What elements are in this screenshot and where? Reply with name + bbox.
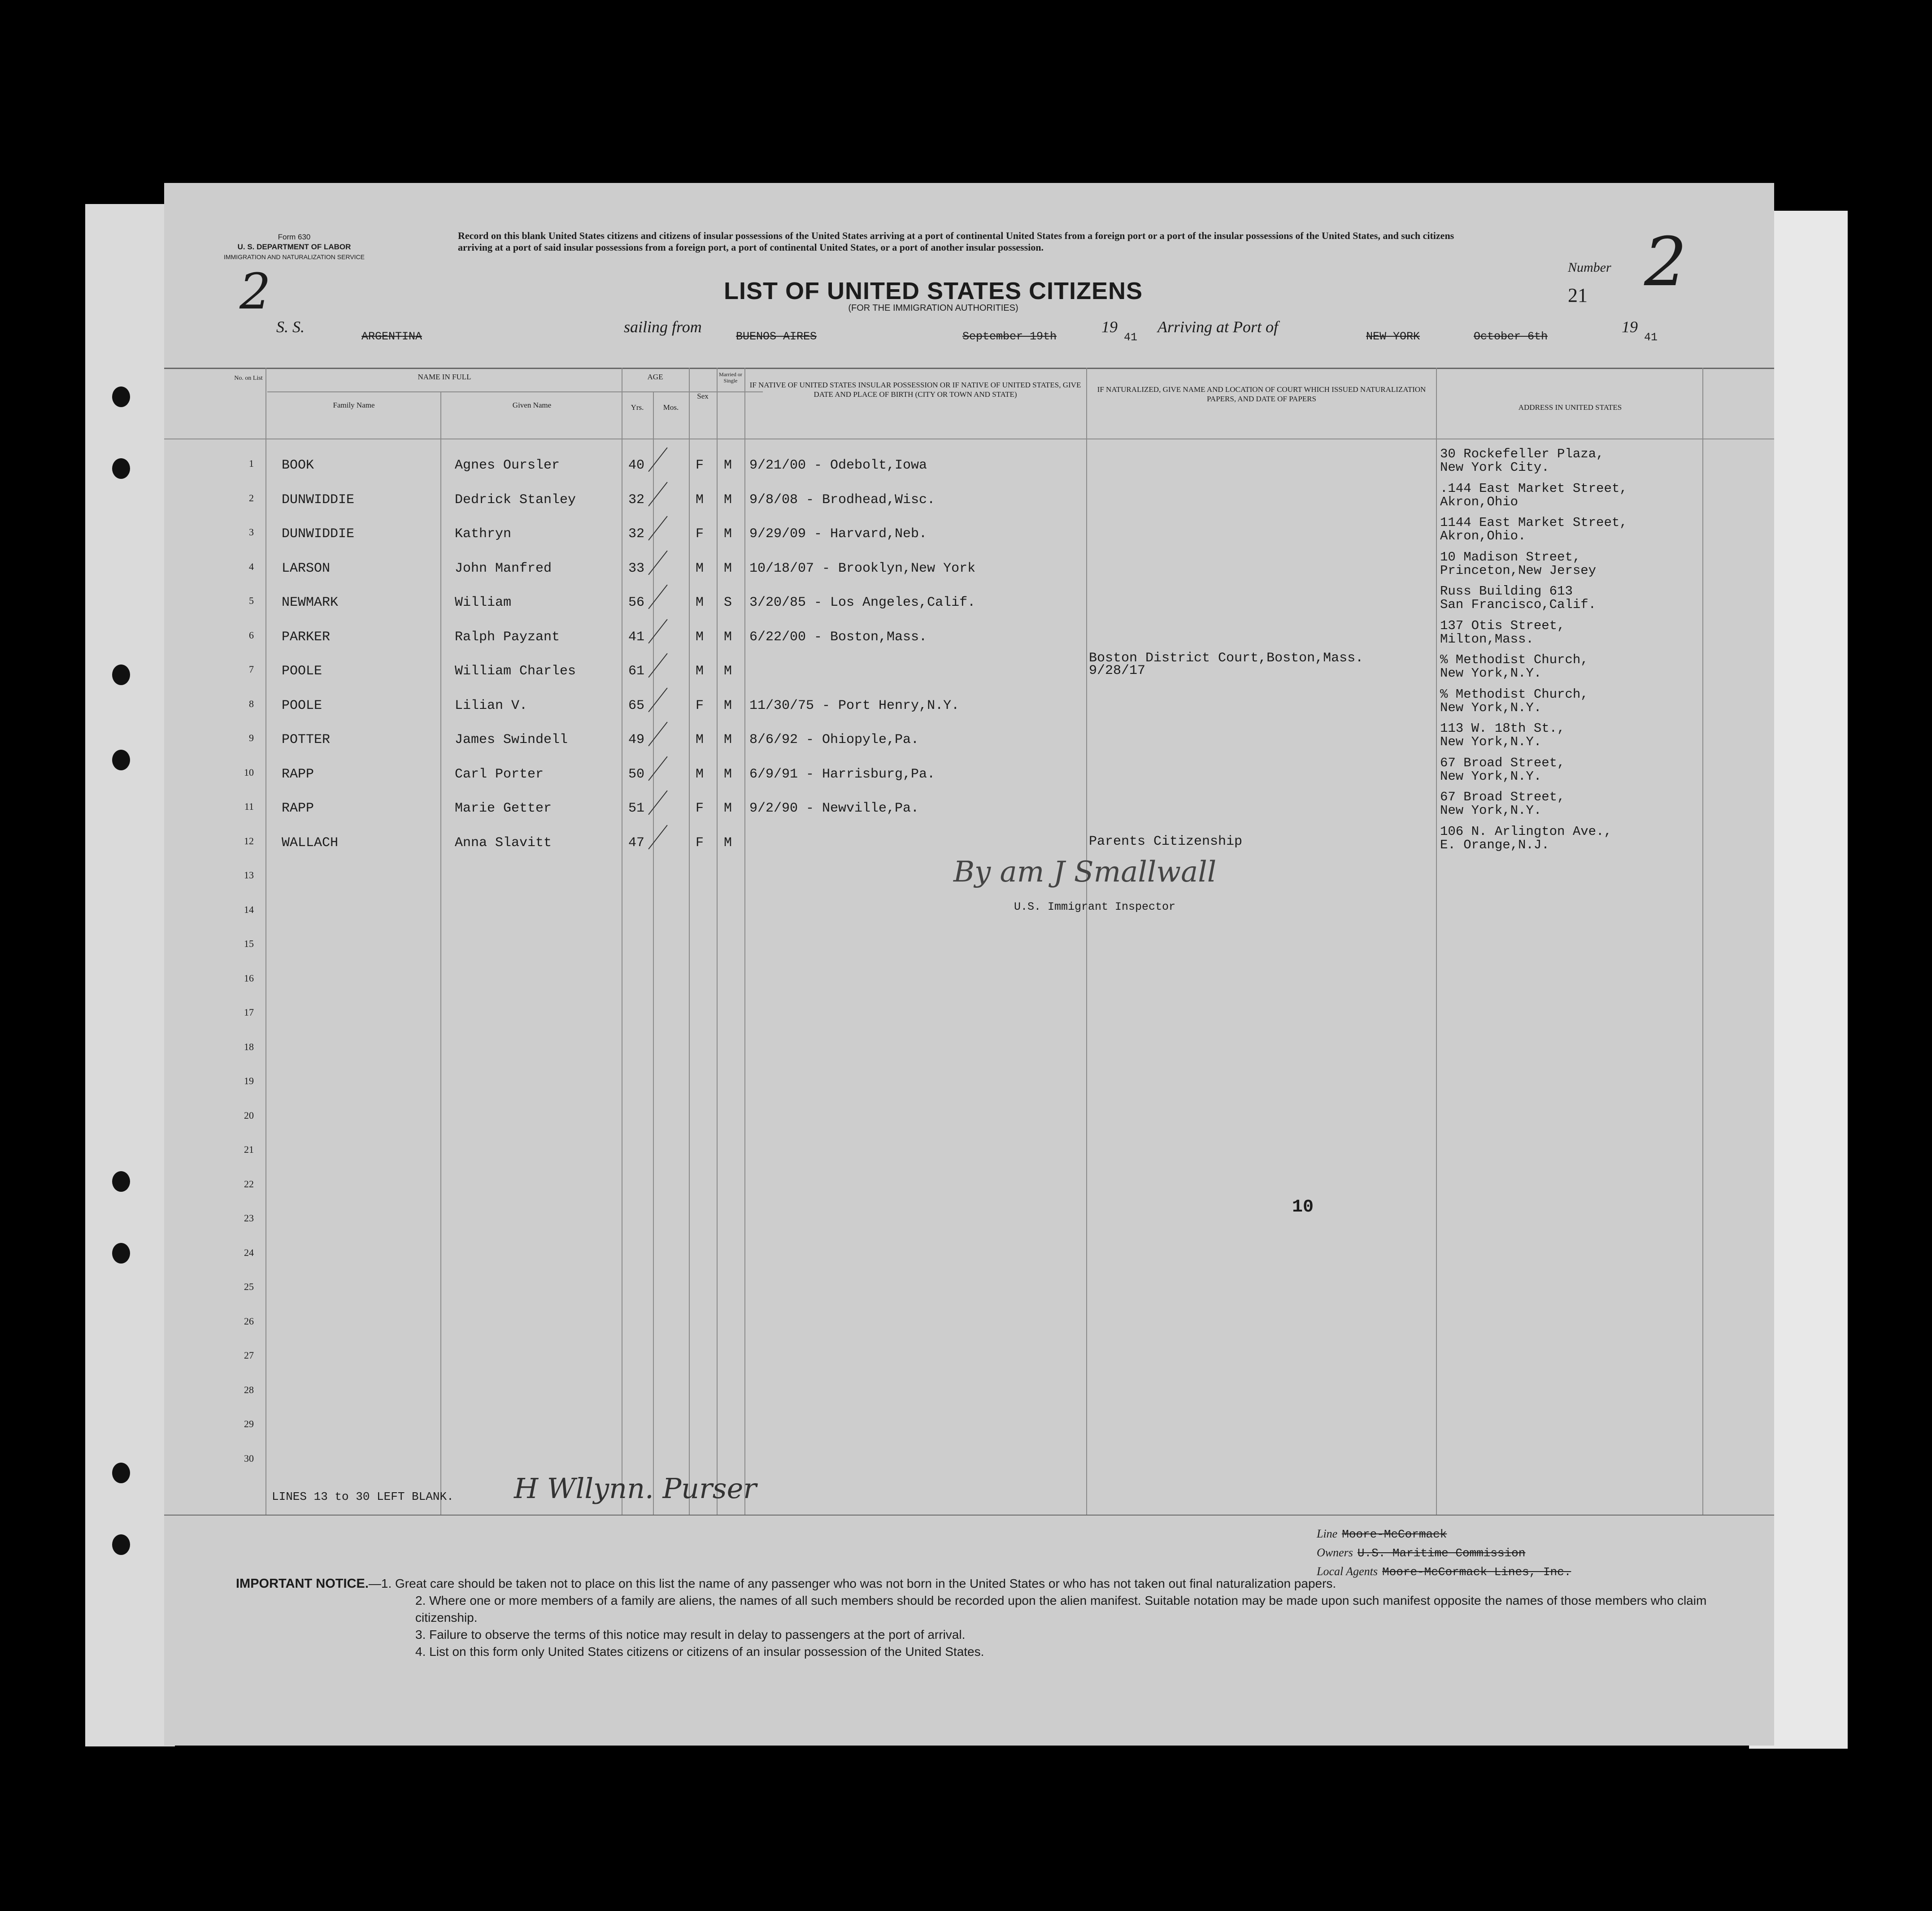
blank-table-row <box>164 1102 1774 1136</box>
table-bottom-border <box>164 1515 1774 1516</box>
age-years: 41 <box>628 629 645 645</box>
address-line-2: New York,N.Y. <box>1440 769 1542 784</box>
address <box>1440 688 1588 715</box>
blank-table-row <box>164 1239 1774 1273</box>
row-number: 13 <box>244 869 254 881</box>
address <box>1440 653 1588 680</box>
address-line-1: 67 Broad Street, <box>1440 790 1565 804</box>
row-number: 29 <box>244 1418 254 1429</box>
punch-hole <box>112 665 130 685</box>
address <box>1440 447 1604 474</box>
given-name: Anna Slavitt <box>455 835 552 851</box>
blank-table-row <box>164 964 1774 999</box>
marital-status: M <box>724 629 732 645</box>
year-prefix-to: 19 <box>1622 318 1638 336</box>
given-name: Ralph Payzant <box>455 629 560 645</box>
sex: M <box>696 595 704 610</box>
sex: M <box>696 766 704 782</box>
given-name: James Swindell <box>455 732 568 747</box>
punch-hole <box>112 1534 130 1555</box>
given-name: Marie Getter <box>455 801 552 816</box>
important-notice <box>236 1575 1716 1660</box>
marital-status: M <box>724 835 732 851</box>
address-line-2: E. Orange,N.J. <box>1440 837 1549 852</box>
list-number: 2 <box>1644 223 1687 301</box>
sex: F <box>696 458 704 473</box>
address-line-2: Milton,Mass. <box>1440 631 1534 647</box>
row-number: 16 <box>244 972 254 984</box>
family-name: BOOK <box>282 458 314 473</box>
address <box>1440 585 1596 612</box>
age-years: 32 <box>628 492 645 508</box>
header-mos: Mos. <box>663 403 679 412</box>
blank-table-row <box>164 1033 1774 1067</box>
row-number: 17 <box>244 1007 254 1018</box>
age-years: 51 <box>628 801 645 816</box>
check-mark <box>648 687 667 712</box>
marital-status: M <box>724 766 732 782</box>
year-prefix-from: 19 <box>1101 318 1118 336</box>
check-mark <box>648 482 667 506</box>
notice-3: 3. Failure to observe the terms of this notice may result in delay to passengers at the port of arrival. <box>415 1628 966 1642</box>
header-birth: IF NATIVE OF UNITED STATES INSULAR POSSESSION OR IF NATIVE OF UNITED STATES, GIVE DATE AND PLACE OF BIRTH (CITY OR TOWN AND STATE) <box>749 381 1081 399</box>
corner-mark: 2 <box>239 263 271 320</box>
birth-info: 6/9/91 - Harrisburg,Pa. <box>749 766 936 782</box>
family-name: DUNWIDDIE <box>282 526 355 542</box>
header-name-in-full: NAME IN FULL <box>418 373 471 381</box>
notice-4: 4. List on this form only United States citizens or citizens of an insular possession of the United States. <box>415 1645 984 1659</box>
family-name: NEWMARK <box>282 595 339 610</box>
check-mark <box>648 790 667 815</box>
naturalization-info: Parents Citizenship <box>1089 834 1243 849</box>
notice-title: IMPORTANT NOTICE. <box>236 1577 369 1591</box>
departure-year: 41 <box>1124 331 1138 344</box>
birth-info: 9/21/00 - Odebolt,Iowa <box>749 458 927 473</box>
address-line-2: New York City. <box>1440 460 1549 475</box>
blank-table-row <box>164 1136 1774 1170</box>
address-line-1: 30 Rockefeller Plaza, <box>1440 447 1604 461</box>
sex: M <box>696 664 704 679</box>
margin-number: 10 <box>1292 1197 1314 1217</box>
check-mark <box>648 516 667 541</box>
address <box>1440 551 1596 578</box>
sex: F <box>696 526 704 542</box>
birth-info: 11/30/75 - Port Henry,N.Y. <box>749 698 960 713</box>
address-line-1: % Methodist Church, <box>1440 686 1588 702</box>
row-number: 11 <box>244 801 254 812</box>
header-naturalization: IF NATURALIZED, GIVE NAME AND LOCATION OF COURT WHICH ISSUED NATURALIZATION PAPERS, AND DATE OF PAPERS <box>1097 385 1426 403</box>
purser-signature: H Wllynn. Purser <box>514 1472 757 1505</box>
blank-table-row <box>164 1376 1774 1410</box>
arrival-year: 41 <box>1644 331 1658 344</box>
header-age: AGE <box>647 373 663 381</box>
punch-hole <box>112 1463 130 1483</box>
row-number: 18 <box>244 1041 254 1052</box>
birth-info: 3/20/85 - Los Angeles,Calif. <box>749 595 976 610</box>
row-number: 14 <box>244 903 254 915</box>
address <box>1440 722 1565 749</box>
marital-status: M <box>724 664 732 679</box>
header-yrs: Yrs. <box>631 403 644 412</box>
row-number: 5 <box>249 595 254 606</box>
check-mark <box>648 619 667 643</box>
form-instructions: Record on this blank United States citizens and citizens of insular possessions of the United States arriving at a port of continental United States from a foreign port or a port of the insular possessions of the United States, and such citizens arriving at a port of said insular possessions from a foreign port, a port of continental United States, or a port of another insular possession. <box>458 230 1454 253</box>
under-sheet-left <box>85 204 175 1746</box>
address <box>1440 619 1565 646</box>
row-number: 19 <box>244 1075 254 1086</box>
departure-port: BUENOS AIRES <box>736 330 817 343</box>
row-number: 26 <box>244 1315 254 1327</box>
row-number: 15 <box>244 938 254 949</box>
family-name: POOLE <box>282 664 322 679</box>
blank-table-row <box>164 1307 1774 1342</box>
marital-status: M <box>724 560 732 576</box>
address <box>1440 825 1612 852</box>
ship-name: ARGENTINA <box>361 330 422 343</box>
table-row <box>164 790 1774 827</box>
row-number: 3 <box>249 526 254 538</box>
given-name: Dedrick Stanley <box>455 492 576 508</box>
marital-status: M <box>724 458 732 473</box>
age-years: 61 <box>628 664 645 679</box>
arrival-port: NEW YORK <box>1366 330 1420 343</box>
line-value: Moore-McCormack <box>1342 1528 1447 1541</box>
age-years: 33 <box>628 560 645 576</box>
inspector-title: U.S. Immigrant Inspector <box>1014 900 1176 913</box>
family-name: PARKER <box>282 629 331 645</box>
birth-info: 6/22/00 - Boston,Mass. <box>749 629 927 645</box>
check-mark <box>648 585 667 609</box>
marital-status: S <box>724 595 732 610</box>
birth-info: 8/6/92 - Ohiopyle,Pa. <box>749 732 919 747</box>
table-row <box>164 721 1774 758</box>
blank-table-row <box>164 1342 1774 1376</box>
blank-table-row <box>164 896 1774 930</box>
table-row <box>164 447 1774 484</box>
form-number: Form 630 <box>278 233 311 241</box>
sex: F <box>696 835 704 851</box>
address-line-2: New York,N.Y. <box>1440 666 1542 681</box>
address <box>1440 482 1627 509</box>
row-number: 10 <box>244 766 254 778</box>
header-married-single: Married or Single <box>719 371 742 384</box>
sex: F <box>696 698 704 713</box>
age-years: 65 <box>628 698 645 713</box>
family-name: DUNWIDDIE <box>282 492 355 508</box>
blank-table-row <box>164 1273 1774 1307</box>
header-address: ADDRESS IN UNITED STATES <box>1518 403 1622 412</box>
check-mark <box>648 550 667 575</box>
address-line-1: 10 Madison Street, <box>1440 549 1581 565</box>
agents-value: Moore-McCormack Lines, Inc. <box>1382 1565 1571 1579</box>
punch-hole <box>112 387 130 407</box>
blank-table-row <box>164 1170 1774 1204</box>
check-mark <box>648 447 667 472</box>
agents-label: Local Agents <box>1317 1565 1378 1578</box>
age-years: 47 <box>628 835 645 851</box>
blank-table-row <box>164 930 1774 964</box>
service-name: IMMIGRATION AND NATURALIZATION SERVICE <box>224 253 365 261</box>
check-mark <box>648 756 667 781</box>
address-line-2: San Francisco,Calif. <box>1440 597 1597 612</box>
marital-status: M <box>724 526 732 542</box>
sailing-label: sailing from <box>624 318 702 336</box>
table-top-border <box>164 368 1774 369</box>
row-number: 2 <box>249 492 254 504</box>
table-row <box>164 515 1774 552</box>
marital-status: M <box>724 698 732 713</box>
row-number: 21 <box>244 1144 254 1155</box>
document-subtitle: (FOR THE IMMIGRATION AUTHORITIES) <box>848 303 1018 313</box>
age-years: 56 <box>628 595 645 610</box>
blank-table-row <box>164 1067 1774 1101</box>
address-line-1: 106 N. Arlington Ave., <box>1440 824 1612 839</box>
owners-field <box>1317 1546 1525 1560</box>
row-number: 30 <box>244 1452 254 1464</box>
department-name: U. S. DEPARTMENT OF LABOR <box>237 243 351 251</box>
row-number: 28 <box>244 1384 254 1395</box>
punch-hole <box>112 750 130 770</box>
given-name: William <box>455 595 512 610</box>
row-number: 24 <box>244 1246 254 1258</box>
row-number: 20 <box>244 1109 254 1121</box>
notice-2: 2. Where one or more members of a family are aliens, the names of all such members should be recorded upon the alien manifest. Suitable notation may be made upon such manifest opposite the names of those members who claim citizenship. <box>415 1594 1707 1624</box>
header-family-name: Family Name <box>333 401 375 409</box>
family-name: POOLE <box>282 698 322 713</box>
header-sex: Sex <box>697 392 709 400</box>
manifest-sheet <box>164 183 1774 1746</box>
row-number: 1 <box>249 458 254 469</box>
check-mark <box>648 722 667 747</box>
inspector-signature: By am J Smallwall <box>953 856 1217 889</box>
form-identifier <box>209 232 379 262</box>
address-line-1: .144 East Market Street, <box>1440 481 1627 496</box>
row-number: 4 <box>249 560 254 572</box>
ss-label: S. S. <box>276 318 305 336</box>
address-line-2: New York,N.Y. <box>1440 803 1542 818</box>
table-row <box>164 651 1774 690</box>
family-name: WALLACH <box>282 835 339 851</box>
marital-status: M <box>724 801 732 816</box>
blank-lines-note: LINES 13 to 30 LEFT BLANK. <box>272 1490 454 1503</box>
arriving-label: Arriving at Port of <box>1157 318 1278 336</box>
owners-value: U.S. Maritime Commission <box>1357 1546 1526 1560</box>
family-name: RAPP <box>282 801 314 816</box>
birth-info: 10/18/07 - Brooklyn,New York <box>749 560 976 576</box>
notice-1-text: —1. Great care should be taken not to place on this list the name of any passenger who was not born in the United States or who has not taken out final naturalization papers. <box>368 1577 1336 1590</box>
table-row <box>164 618 1774 656</box>
check-mark <box>648 825 667 849</box>
arrival-date: October 6th <box>1474 330 1548 343</box>
row-number: 25 <box>244 1281 254 1292</box>
age-years: 50 <box>628 766 645 782</box>
sex: M <box>696 732 704 747</box>
sex: F <box>696 801 704 816</box>
blank-table-row <box>164 1204 1774 1238</box>
address-line-1: % Methodist Church, <box>1440 652 1588 667</box>
page-number: 21 <box>1568 284 1588 306</box>
marital-status: M <box>724 732 732 747</box>
table-row <box>164 549 1774 587</box>
table-row <box>164 481 1774 518</box>
sex: M <box>696 629 704 645</box>
given-name: Kathryn <box>455 526 512 542</box>
address-line-1: 137 Otis Street, <box>1440 618 1565 633</box>
address-line-1: 113 W. 18th St., <box>1440 721 1565 736</box>
family-name: LARSON <box>282 560 331 576</box>
row-number: 7 <box>249 664 254 675</box>
header-no: No. on List <box>234 375 263 382</box>
address-line-2: Akron,Ohio <box>1440 494 1519 509</box>
row-number: 9 <box>249 732 254 743</box>
owners-label: Owners <box>1317 1546 1353 1559</box>
row-number: 6 <box>249 629 254 641</box>
age-years: 32 <box>628 526 645 542</box>
sex: M <box>696 492 704 508</box>
address <box>1440 790 1565 817</box>
table-row <box>164 584 1774 621</box>
address-line-2: Akron,Ohio. <box>1440 529 1526 543</box>
line-label: Line <box>1317 1527 1338 1540</box>
blank-table-row <box>164 999 1774 1033</box>
row-number: 22 <box>244 1178 254 1190</box>
given-name: John Manfred <box>455 560 552 576</box>
document-title: LIST OF UNITED STATES CITIZENS <box>724 278 1143 304</box>
naturalization-info: Boston District Court,Boston,Mass. 9/28/17 <box>1089 651 1364 678</box>
address-line-1: 67 Broad Street, <box>1440 755 1565 770</box>
address-line-2: New York,N.Y. <box>1440 700 1542 715</box>
blank-table-row <box>164 1410 1774 1444</box>
address-line-2: Princeton,New Jersey <box>1440 563 1597 578</box>
punch-hole <box>112 458 130 479</box>
family-name: POTTER <box>282 732 331 747</box>
check-mark <box>648 653 667 678</box>
table-row <box>164 686 1774 724</box>
address-line-1: Russ Building 613 <box>1440 584 1573 599</box>
line-field <box>1317 1527 1447 1541</box>
departure-date: September 19th <box>962 330 1057 343</box>
address <box>1440 516 1627 543</box>
address-line-2: New York,N.Y. <box>1440 734 1542 749</box>
birth-info: 9/29/09 - Harvard,Neb. <box>749 526 927 542</box>
given-name: Agnes Oursler <box>455 458 560 473</box>
address <box>1440 756 1565 783</box>
row-number: 8 <box>249 698 254 709</box>
address-line-1: 1144 East Market Street, <box>1440 515 1627 530</box>
age-years: 49 <box>628 732 645 747</box>
row-number: 27 <box>244 1350 254 1361</box>
birth-info: 9/8/08 - Brodhead,Wisc. <box>749 492 936 508</box>
birth-info: 9/2/90 - Newville,Pa. <box>749 801 919 816</box>
header-given-name: Given Name <box>512 401 552 409</box>
punch-hole <box>112 1171 130 1192</box>
punch-hole <box>112 1243 130 1264</box>
notice-1 <box>236 1575 1716 1592</box>
row-number: 23 <box>244 1212 254 1224</box>
given-name: Lilian V. <box>455 698 528 713</box>
row-number: 12 <box>244 835 254 847</box>
number-label: Number <box>1568 260 1611 275</box>
age-years: 40 <box>628 458 645 473</box>
blank-table-row <box>164 1445 1774 1479</box>
table-row <box>164 755 1774 793</box>
given-name: William Charles <box>455 664 576 679</box>
marital-status: M <box>724 492 732 508</box>
family-name: RAPP <box>282 766 314 782</box>
given-name: Carl Porter <box>455 766 544 782</box>
sex: M <box>696 560 704 576</box>
